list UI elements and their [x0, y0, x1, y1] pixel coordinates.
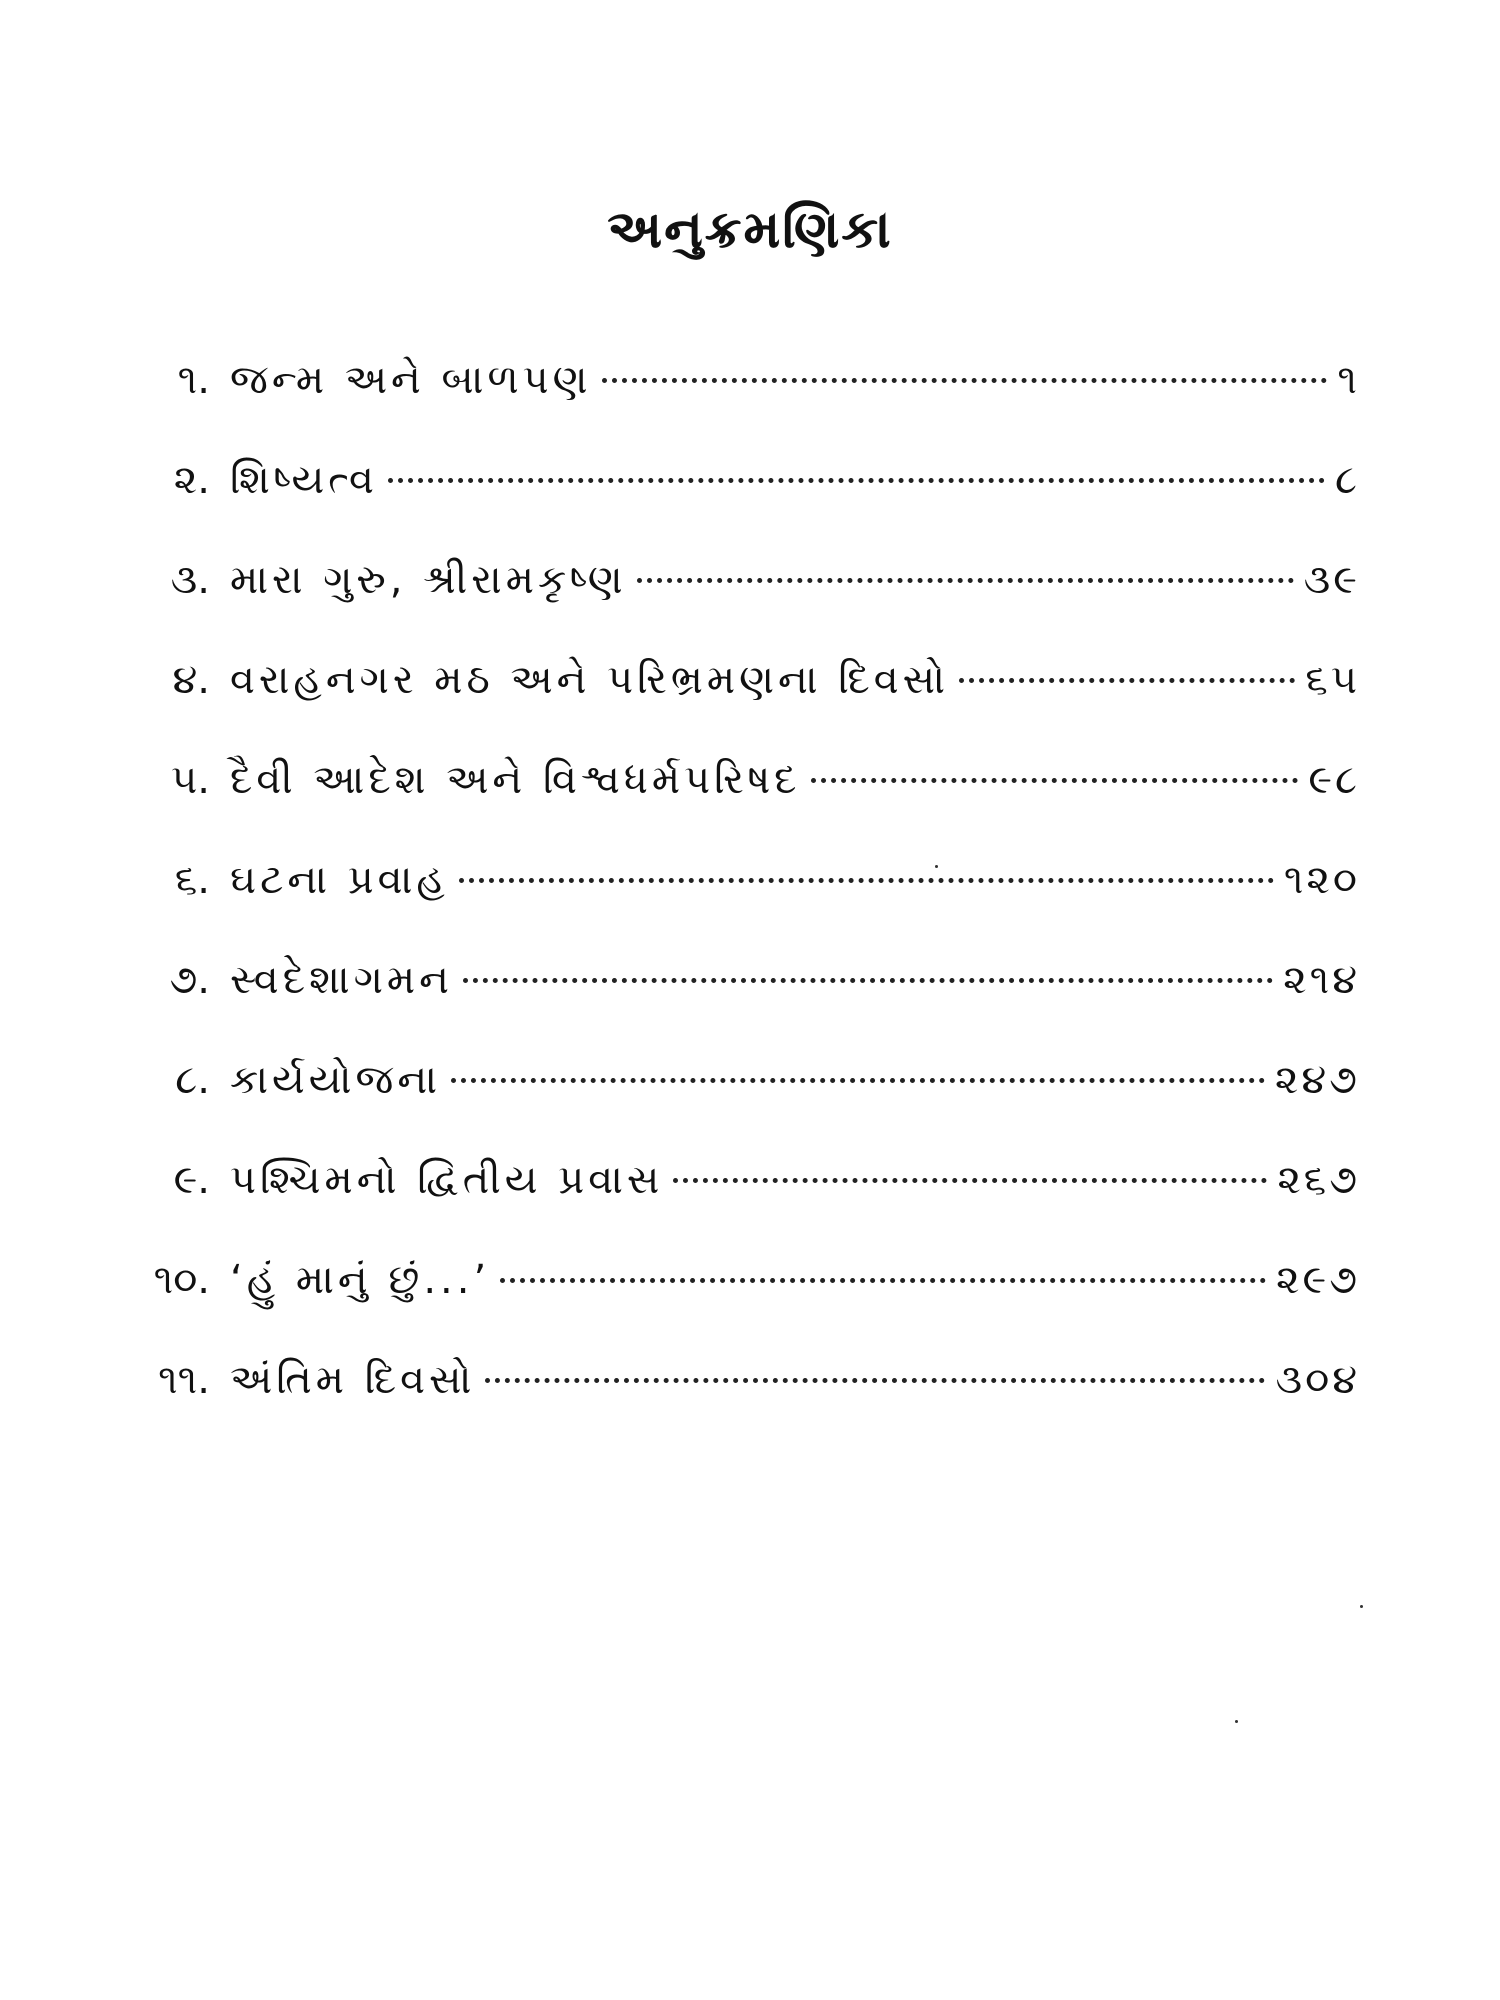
- toc-entry-page: ૧૨૦: [1283, 857, 1360, 903]
- toc-entry-number: ૧૦.: [153, 1257, 210, 1303]
- toc-entry-page: ૨૬૭: [1277, 1157, 1360, 1203]
- toc-entry-title: મારા ગુરુ, શ્રીરામકૃષ્ણ: [230, 557, 627, 603]
- toc-entry[interactable]: [120, 430, 1360, 530]
- toc-entry-title: ‘હું માનું છું...’: [230, 1257, 491, 1303]
- toc-entry[interactable]: [120, 330, 1360, 430]
- toc-entry[interactable]: [120, 1130, 1360, 1230]
- toc-entry-number: ૩.: [170, 557, 210, 603]
- dot-leader: [811, 778, 1299, 783]
- dot-leader: [673, 1178, 1267, 1183]
- table-of-contents: [120, 330, 1360, 1430]
- toc-entry-number: ૯.: [173, 1157, 210, 1203]
- toc-entry-page: ૮: [1335, 457, 1360, 503]
- toc-entry-title: વરાહનગર મઠ અને પરિભ્રમણના દિવસો: [230, 657, 950, 703]
- toc-entry[interactable]: [120, 730, 1360, 830]
- toc-entry[interactable]: [120, 630, 1360, 730]
- toc-entry-number: ૪.: [172, 657, 210, 703]
- toc-entry-page: ૨૧૪: [1283, 957, 1360, 1003]
- toc-entry[interactable]: [120, 830, 1360, 930]
- toc-entry[interactable]: [120, 930, 1360, 1030]
- toc-entry-page: ૩૯: [1303, 557, 1360, 603]
- scan-speck: [1235, 1720, 1238, 1723]
- toc-entry-title: શિષ્યત્વ: [230, 457, 378, 503]
- scan-speck: [1360, 1605, 1363, 1608]
- toc-entry-number: ૭.: [169, 957, 210, 1003]
- dot-leader: [451, 1078, 1265, 1083]
- dot-leader: [602, 378, 1328, 383]
- scan-speck: [935, 865, 938, 868]
- dot-leader: [637, 578, 1294, 583]
- dot-leader: [485, 1378, 1265, 1383]
- dot-leader: [459, 878, 1274, 883]
- toc-entry-page: ૧: [1337, 357, 1360, 403]
- toc-entry-title: દૈવી આદેશ અને વિશ્વધર્મપરિષદ: [230, 757, 801, 803]
- toc-entry-page: ૨૪૭: [1274, 1057, 1360, 1103]
- toc-entry-page: ૨૯૭: [1276, 1257, 1360, 1303]
- dot-leader: [463, 978, 1273, 983]
- toc-entry[interactable]: [120, 1230, 1360, 1330]
- toc-entry-title: પશ્ચિમનો દ્વિતીય પ્રવાસ: [230, 1157, 664, 1203]
- toc-entry-page: ૬૫: [1305, 657, 1360, 703]
- toc-entry[interactable]: [120, 1030, 1360, 1130]
- toc-entry-number: ૧.: [177, 357, 210, 403]
- toc-entry-page: ૯૮: [1308, 757, 1360, 803]
- toc-entry[interactable]: [120, 1330, 1360, 1430]
- toc-entry-title: જન્મ અને બાળપણ: [230, 357, 592, 403]
- toc-entry-number: ૨.: [173, 457, 210, 503]
- dot-leader: [388, 478, 1325, 483]
- toc-entry-title: કાર્યયોજના: [230, 1057, 441, 1103]
- toc-entry-number: ૫.: [171, 757, 210, 803]
- toc-entry-title: અંતિમ દિવસો: [230, 1357, 476, 1403]
- toc-entry-title: ઘટના પ્રવાહ: [230, 857, 449, 903]
- toc-entry-title: સ્વદેશાગમન: [230, 957, 453, 1003]
- toc-entry-number: ૮.: [175, 1057, 210, 1103]
- page-title: અનુક્રમણિકા: [607, 199, 893, 260]
- dot-leader: [959, 678, 1295, 683]
- toc-entry-number: ૬.: [174, 857, 210, 903]
- toc-entry-page: ૩૦૪: [1275, 1357, 1360, 1403]
- dot-leader: [500, 1278, 1266, 1283]
- toc-entry-number: ૧૧.: [158, 1357, 210, 1403]
- toc-entry[interactable]: [120, 530, 1360, 630]
